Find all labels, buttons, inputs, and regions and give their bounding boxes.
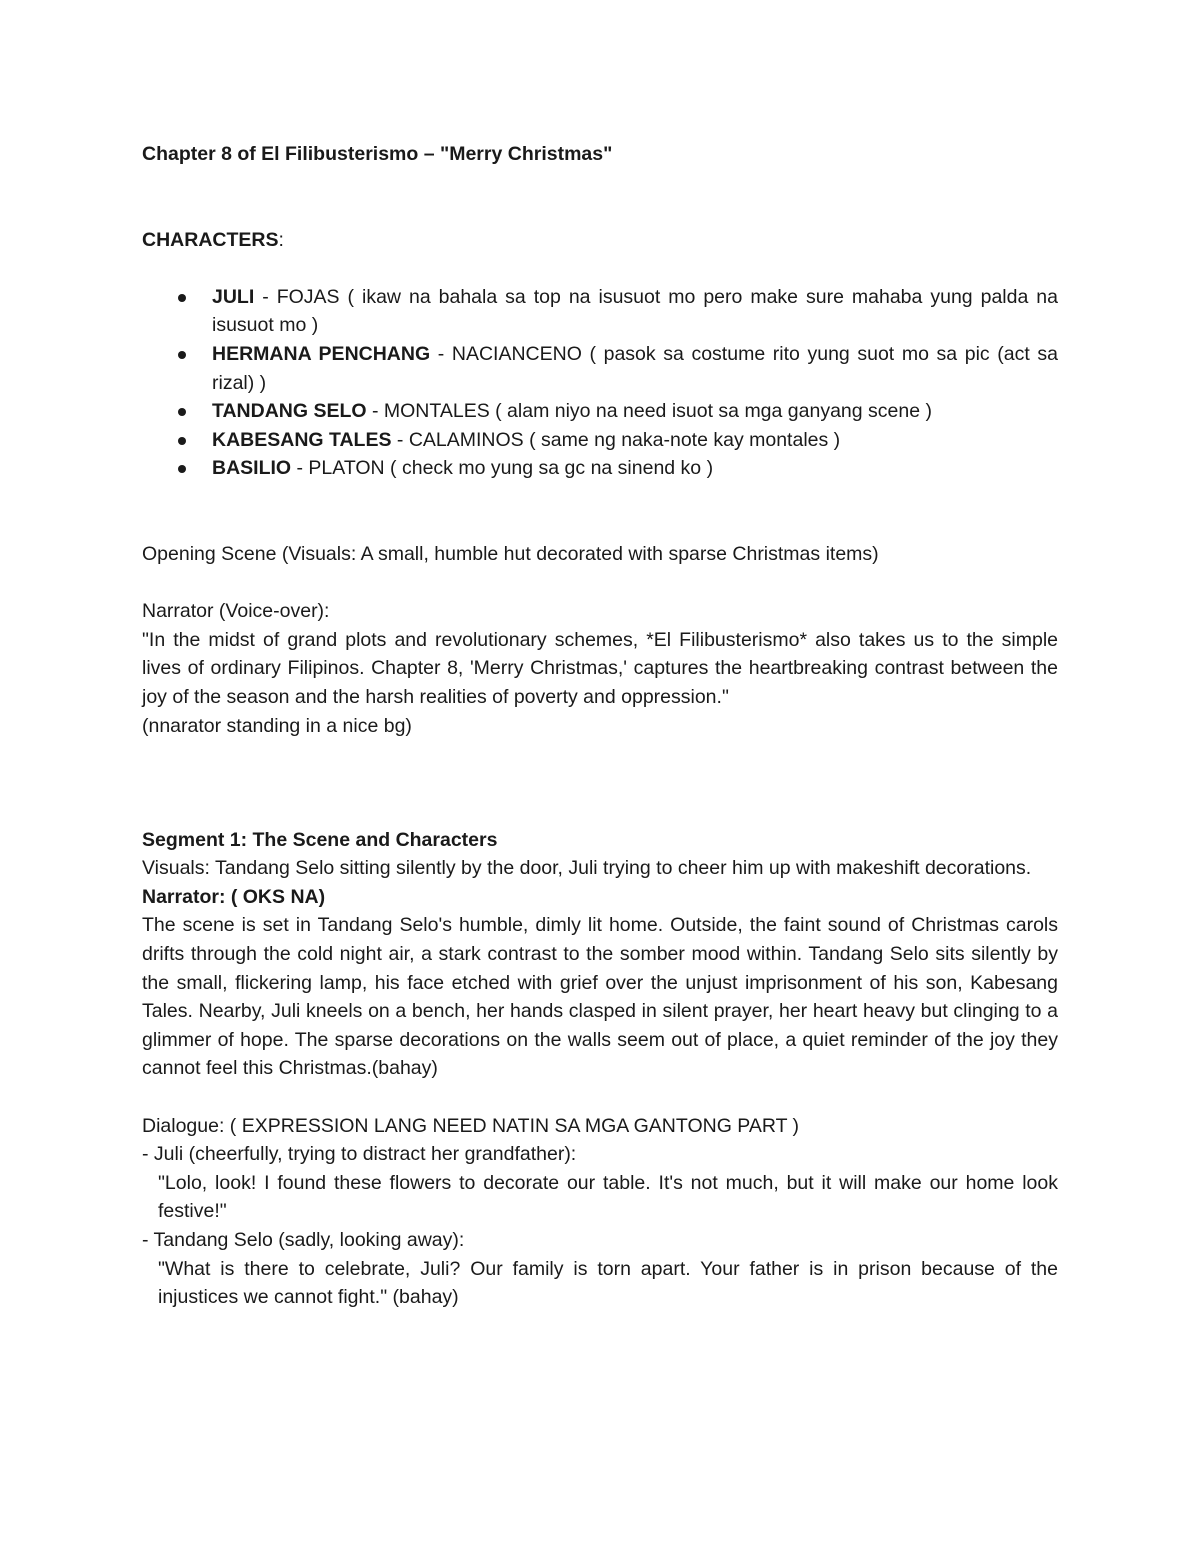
spacer (142, 797, 1058, 826)
character-name: JULI (212, 285, 255, 308)
segment1-visuals: Visuals: Tandang Selo sitting silently by the door, Juli trying to cheer him up with makeshift decorations. (142, 857, 1032, 880)
character-item-juli (142, 283, 1058, 340)
character-item-tandang-selo (142, 397, 1058, 426)
character-name: BASILIO (212, 457, 292, 480)
bullet-icon (178, 465, 186, 473)
spacer (142, 483, 1058, 540)
character-details: - CALAMINOS ( same ng naka-note kay montales ) (391, 428, 841, 451)
bullet-icon (178, 408, 186, 416)
opening-note: (nnarator standing in a nice bg) (142, 714, 412, 737)
bullet-icon (178, 294, 186, 302)
segment1-narrator-label: Narrator: ( OKS NA) (142, 885, 326, 908)
characters-heading-text: CHARACTERS (142, 228, 279, 251)
opening-narrator-label: Narrator (Voice-over): (142, 600, 330, 623)
character-item-hermana-penchang (142, 340, 1058, 397)
dialogue-label: Dialogue: ( EXPRESSION LANG NEED NATIN SA MGA GANTONG PART ) (142, 1114, 800, 1137)
bullet-icon (178, 351, 186, 359)
document-title: Chapter 8 of El Filibusterismo – "Merry Christmas" (142, 143, 613, 165)
dialogue-selo-line: "What is there to celebrate, Juli? Our family is torn apart. Your father is in prison because of the injustices we cannot fight." (bahay) (158, 1257, 1058, 1309)
segment1-heading: Segment 1: The Scene and Characters (142, 828, 498, 851)
opening-narration: "In the midst of grand plots and revolutionary schemes, *El Filibusterismo* also takes us to the simple lives of ordinary Filipinos. Chapter 8, 'Merry Christmas,' captures the heartbreaking contrast between the joy of the season and the harsh realities of poverty and oppression." (142, 628, 1058, 708)
character-details: - PLATON ( check mo yung sa gc na sinend ko ) (291, 457, 714, 480)
spacer (142, 254, 1058, 283)
segment1-narration: The scene is set in Tandang Selo's humble, dimly lit home. Outside, the faint sound of Christmas carols drifts through the cold night air, a stark contrast to the somber mood within. Tandang Selo sits silently by the small, flickering lamp, his face etched with grief over the unjust imprisonment of his son, Kabesang Tales. Nearby, Juli kneels on a bench, her hands clasped in silent prayer, her heart heavy but clinging to a glimmer of hope. The sparse decorations on the walls seem out of place, a quiet reminder of the joy they cannot feel this Christmas.(bahay) (142, 914, 1058, 1080)
character-details: - NACIANCENO ( pasok sa costume rito yung suot mo sa pic (act sa rizal) ) (212, 342, 1059, 394)
character-name: TANDANG SELO (212, 400, 367, 423)
character-name: KABESANG TALES (212, 428, 392, 451)
character-details: - FOJAS ( ikaw na bahala sa top na isusuot mo pero make sure mahaba yung palda na isusuot mo ) (212, 285, 1058, 337)
characters-heading (142, 226, 1058, 255)
dialogue-selo-cue: - Tandang Selo (sadly, looking away): (142, 1229, 465, 1251)
spacer (142, 569, 1058, 598)
opening-scene: Opening Scene (Visuals: A small, humble hut decorated with sparse Christmas items) (142, 542, 879, 565)
document-page (142, 140, 1058, 1312)
character-item-basilio (142, 454, 1058, 483)
spacer (142, 740, 1058, 797)
bullet-icon (178, 437, 186, 445)
character-item-kabesang-tales (142, 426, 1058, 455)
spacer (142, 169, 1058, 226)
spacer (142, 1083, 1058, 1112)
character-name: HERMANA PENCHANG (212, 342, 431, 365)
dialogue-juli-cue: - Juli (cheerfully, trying to distract her grandfather): (142, 1143, 577, 1166)
character-details: - MONTALES ( alam niyo na need isuot sa mga ganyang scene ) (366, 400, 932, 423)
characters-heading-colon: : (278, 228, 284, 251)
characters-list (142, 283, 1058, 483)
dialogue-juli-line: "Lolo, look! I found these flowers to decorate our table. It's not much, but it will make our home look festive!" (158, 1171, 1058, 1223)
